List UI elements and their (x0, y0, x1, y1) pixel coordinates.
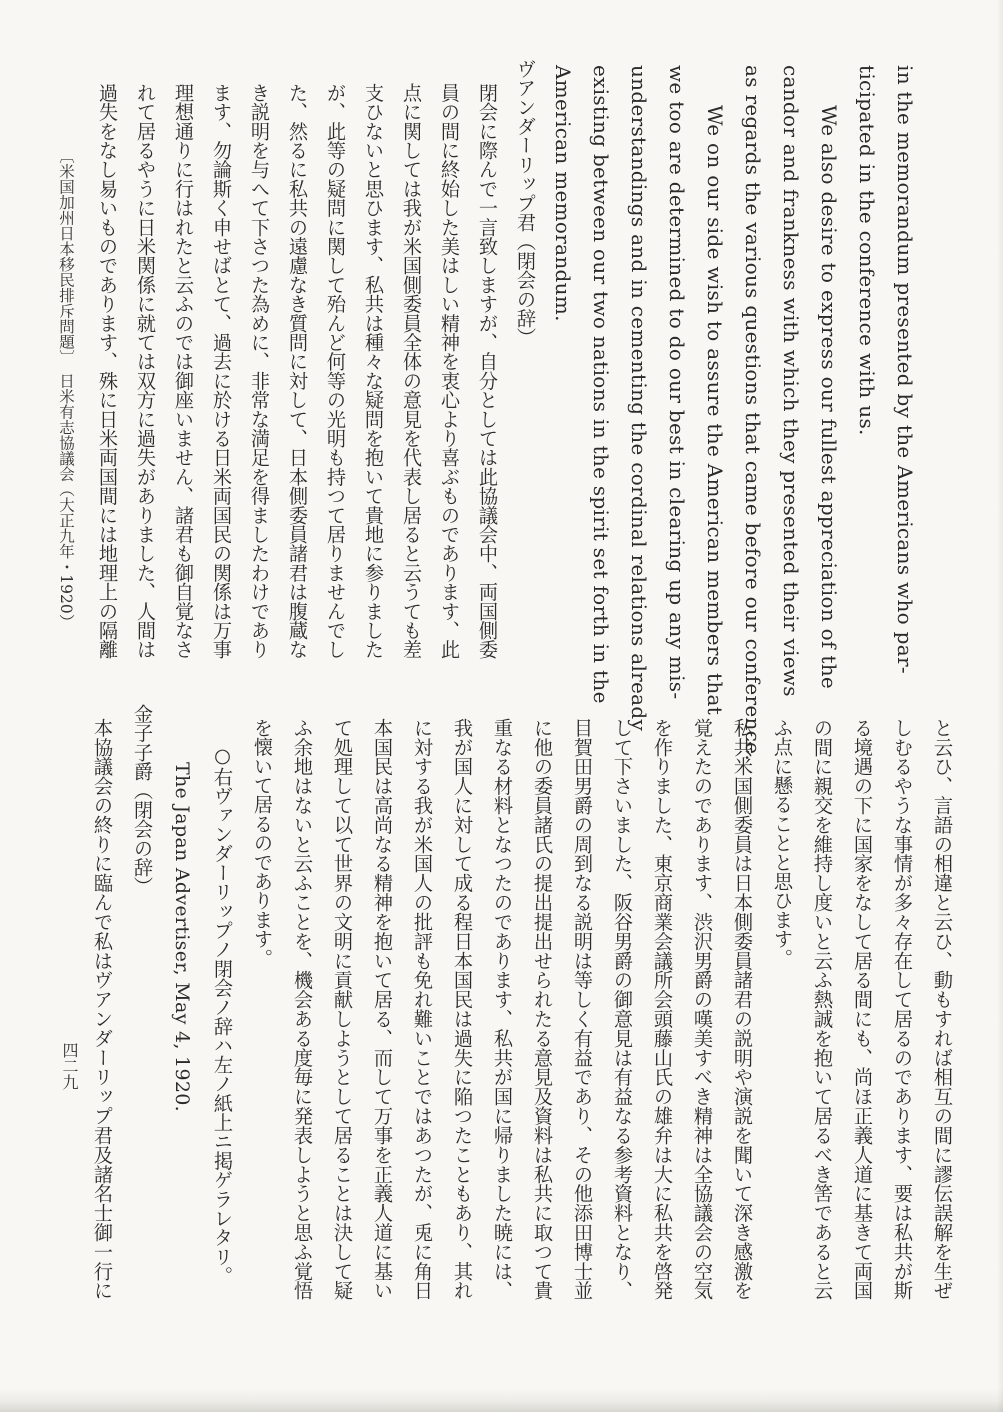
english-line: American memorandum. (551, 65, 575, 322)
jp-body-column: に対する我が米国人の批評も免れ難いことではあつたが、兎に角日 (411, 718, 434, 1300)
jp-body-column: ふ点に懸ることと思ひます。 (771, 718, 794, 968)
jp-body-column: して下さいました、阪谷男爵の御意見は有益なる参考資料となり、 (611, 718, 634, 1300)
jp-body-column: 私共米国側委員は日本側委員諸君の説明や演説を聞いて深き感激を (731, 718, 754, 1300)
newspaper-citation: The Japan Advertiser, May 4, 1920. (171, 762, 193, 1112)
english-line: as regards the various questions that came before our conference. (741, 65, 765, 761)
jp-body-column: 点に関しては我が米国側委員全体の意見を代表し居ると云うても差 (400, 83, 423, 659)
english-line: We on our side wish to assure the American members that (703, 105, 727, 716)
jp-body-column: を作りました、東京商業会議所会頭藤山氏の雄弁は大に私共を啓発 (651, 718, 674, 1300)
jp-heading-kaneko: 金子子爵（閉会の辞） (131, 704, 154, 896)
jp-heading-vanderlip: ヴアンダーリップ君（閉会の辞） (514, 59, 537, 347)
english-line: in the memorandum presented by the Americans who par- (893, 65, 917, 674)
jp-body-column: 本国民は高尚なる精神を抱いて居る、而して万事を正義人道に基い (371, 718, 394, 1300)
jp-body-column: と云ひ、言語の相違と云ひ、動もすれば相互の間に謬伝誤解を生ぜ (931, 718, 954, 1300)
jp-body-column: ます、勿論斯く申せばとて、過去に於ける日米両国民の関係は万事 (210, 83, 233, 659)
jp-body-column: 重なる材料となつたのであります、私共が国に帰りました暁には、 (491, 718, 514, 1300)
editorial-note: ○右ヴァンダーリップノ閉会ノ辞ハ左ノ紙上ニ掲ゲラレタリ。 (211, 744, 234, 1286)
english-line: candor and frankness with which they presented their views (779, 65, 803, 697)
jp-body-column: が、此等の疑問に関して殆んど何等の光明も持つて居りませんでし (324, 83, 347, 659)
jp-body-column: て処理して以て世界の文明に貢献しようとして居ることは決して疑 (331, 718, 354, 1300)
jp-body-column: 閉会に際んで一言致しますが、自分としては此協議会中、両国側委 (476, 83, 499, 659)
running-head-note: 〔米国加州日本移民排斥問題〕 日米有志協議会（大正九年・1920） (57, 148, 75, 630)
jp-body-column: に他の委員諸氏の提出提出せられたる意見及資料は私共に取つて貴 (531, 718, 554, 1300)
jp-body-column: る境遇の下に国家をなして居る間にも、尚ほ正義人道に基きて両国 (851, 718, 874, 1300)
jp-body-column: 過失をなし易いものであります、殊に日米両国間には地理上の隔離 (96, 83, 119, 659)
jp-body-column: れて居るやうに日米関係に就ては双方に過失がありました、人間は (134, 83, 157, 659)
page-number: 四二九 (60, 1042, 79, 1090)
jp-body-column: の間に親交を維持し度いと云ふ熱誠を抱いて居るべき筈であると云 (811, 718, 834, 1300)
english-line: existing between our two nations in the spirit set forth in the (589, 65, 613, 704)
english-line: We also desire to express our fullest appreciation of the (817, 105, 841, 690)
scan-edge-shading-right (997, 0, 1003, 1412)
scan-edge-shading-bottom (0, 1388, 1003, 1412)
jp-body-column: 目賀田男爵の周到なる説明は等しく有益であり、その他添田博士並 (571, 718, 594, 1300)
top-text-block (88, 57, 924, 761)
english-line: ticipated in the conference with us. (855, 65, 879, 436)
jp-body-column: しむるやうな事情が多々存在して居るのであります、要は私共が斯 (891, 718, 914, 1300)
jp-body-column: た、然るに私共の遠慮なき質問に対して、日本側委員諸君は腹蔵な (286, 83, 309, 659)
jp-body-column: 覚えたのであります、渋沢男爵の嘆美すべき精神は全協議会の空気 (691, 718, 714, 1300)
english-line: understandings and in cementing the cordinal relations already (627, 65, 651, 732)
jp-body-column: 理想通りに行はれたと云ふのでは御座いません、諸君も御自覚なさ (172, 83, 195, 659)
jp-body-column: ふ余地はないと云ふことを、機会ある度毎に発表しようと思ふ覚悟 (291, 718, 314, 1300)
jp-body-column: 員の間に終始した美はしい精神を衷心より喜ぶものであります、此 (438, 83, 461, 659)
jp-body-column: き説明を与へて下さつた為めに、非常な満足を得ましたわけであり (248, 83, 271, 659)
english-line: we too are determined to do our best in clearing up any mis- (665, 65, 689, 700)
jp-body-column: を懐いて居るのであります。 (251, 718, 274, 968)
jp-body-column: 本協議会の終りに臨んで私はヴアンダーリップ君及諸名士御一行に (91, 718, 114, 1300)
jp-body-column: 我が国人に対して成る程日本国民は過失に陥つたこともあり、其れ (451, 718, 474, 1300)
jp-body-column: 支ひないと思ひます、私共は種々な疑問を抱いて貴地に参りました (362, 83, 385, 659)
bottom-text-block (82, 702, 962, 1300)
